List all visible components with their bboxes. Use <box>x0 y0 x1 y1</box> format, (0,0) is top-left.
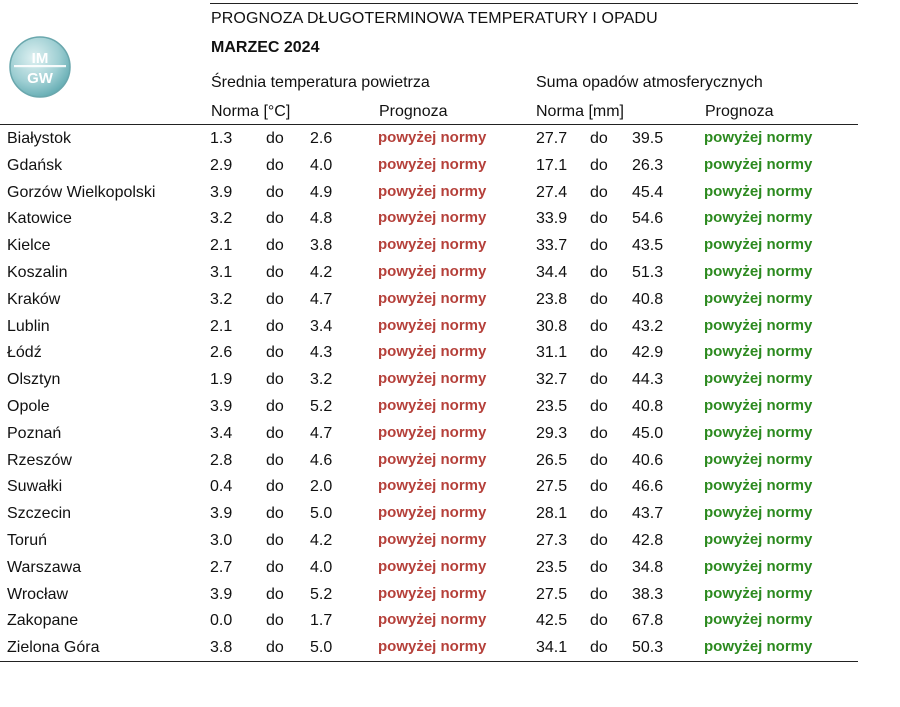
precip-norm-max: 42.9 <box>632 344 664 362</box>
precip-range-separator: do <box>590 585 608 603</box>
precip-forecast: powyżej normy <box>704 611 813 629</box>
precip-forecast: powyżej normy <box>704 370 813 388</box>
temp-forecast: powyżej normy <box>378 155 487 173</box>
city-name: Warszawa <box>7 558 82 576</box>
temp-norm-max: 5.2 <box>310 585 333 603</box>
precip-norm-min: 27.7 <box>536 130 568 147</box>
table-row <box>0 366 860 393</box>
table-row <box>0 527 860 554</box>
precip-norm-max: 38.3 <box>632 585 664 603</box>
precip-norm-max: 43.7 <box>632 505 664 523</box>
temp-norm-min: 1.3 <box>210 130 233 147</box>
precip-range-separator: do <box>590 478 608 496</box>
table-row <box>0 420 860 447</box>
precip-norm-min: 23.8 <box>536 290 568 308</box>
precip-range-separator: do <box>590 398 608 415</box>
precip-norm-min: 42.5 <box>536 612 568 630</box>
bottom-rule <box>0 661 858 662</box>
temp-forecast: powyżej normy <box>378 236 487 254</box>
temp-norm-min: 2.6 <box>210 344 233 362</box>
city-name: Poznań <box>7 424 62 442</box>
temp-norm-max: 3.8 <box>310 237 333 255</box>
page-title: PROGNOZA DŁUGOTERMINOWA TEMPERATURY I OPADU <box>211 10 658 27</box>
precip-norm-max: 40.8 <box>632 290 664 308</box>
temp-norm-min: 1.9 <box>210 371 233 389</box>
temp-range-separator: do <box>266 532 284 549</box>
precip-norm-min: 31.1 <box>536 344 568 362</box>
temp-range-separator: do <box>266 290 284 308</box>
temp-range-separator: do <box>266 371 284 389</box>
precip-range-separator: do <box>590 505 608 523</box>
temp-forecast: powyżej normy <box>378 531 487 548</box>
temp-forecast-header: Prognoza <box>379 103 448 120</box>
precip-norm-max: 43.2 <box>632 317 664 335</box>
precip-norm-max: 45.4 <box>632 183 664 201</box>
precip-range-separator: do <box>590 371 608 389</box>
precip-norm-max: 46.6 <box>632 478 664 496</box>
city-name: Suwałki <box>7 478 63 496</box>
precip-norm-max: 45.0 <box>632 424 664 442</box>
temp-range-separator: do <box>266 585 284 603</box>
precip-forecast-header: Prognoza <box>705 103 774 120</box>
temp-norm-max: 3.4 <box>310 317 333 335</box>
precip-norm-min: 27.5 <box>536 585 568 603</box>
temp-norm-max: 4.2 <box>310 532 333 549</box>
city-name: Białystok <box>7 130 72 147</box>
top-rule <box>210 3 858 4</box>
precip-norm-max: 54.6 <box>632 210 664 228</box>
precip-forecast: powyżej normy <box>704 182 813 200</box>
precip-norm-max: 50.3 <box>632 639 664 657</box>
precip-norm-min: 30.8 <box>536 317 568 335</box>
precip-norm-min: 33.9 <box>536 210 568 228</box>
table-row <box>0 554 860 581</box>
temp-norm-max: 4.6 <box>310 451 333 469</box>
city-name: Toruń <box>7 532 48 549</box>
temp-range-separator: do <box>266 130 284 147</box>
city-name: Kraków <box>7 290 61 308</box>
temp-norm-min: 2.1 <box>210 317 233 335</box>
precip-range-separator: do <box>590 183 608 201</box>
precip-norm-max: 40.6 <box>632 451 664 469</box>
table-row <box>0 634 860 661</box>
temp-norm-min: 2.7 <box>210 558 233 576</box>
precip-norm-max: 51.3 <box>632 264 664 281</box>
precip-range-separator: do <box>590 558 608 576</box>
temp-forecast: powyżej normy <box>378 638 487 656</box>
precip-norm-max: 40.8 <box>632 398 664 415</box>
precip-norm-min: 23.5 <box>536 558 568 576</box>
precip-norm-min: 34.1 <box>536 639 568 657</box>
precip-norm-min: 27.4 <box>536 183 568 201</box>
precip-range-separator: do <box>590 344 608 362</box>
imgw-logo <box>8 35 72 99</box>
temp-range-separator: do <box>266 264 284 281</box>
table-row <box>0 179 860 206</box>
precip-range-separator: do <box>590 639 608 657</box>
city-name: Lublin <box>7 317 50 335</box>
temp-range-separator: do <box>266 451 284 469</box>
precipitation-section-heading: Suma opadów atmosferycznych <box>536 74 763 91</box>
table-row <box>0 152 860 179</box>
temp-forecast: powyżej normy <box>378 611 487 629</box>
precip-norm-min: 27.3 <box>536 532 568 549</box>
temp-norm-min: 3.9 <box>210 585 233 603</box>
table-row <box>0 259 860 286</box>
city-name: Gorzów Wielkopolski <box>7 183 156 201</box>
temp-forecast: powyżej normy <box>378 263 487 280</box>
city-name: Łódź <box>7 344 42 362</box>
table-row <box>0 500 860 527</box>
precip-range-separator: do <box>590 237 608 255</box>
precip-forecast: powyżej normy <box>704 289 813 307</box>
temp-norm-min: 2.9 <box>210 156 233 174</box>
temp-range-separator: do <box>266 505 284 523</box>
temp-range-separator: do <box>266 317 284 335</box>
city-name: Wrocław <box>7 585 69 603</box>
precip-range-separator: do <box>590 210 608 228</box>
table-row <box>0 205 860 232</box>
temp-norm-min: 0.4 <box>210 478 233 496</box>
temp-norm-max: 4.0 <box>310 558 333 576</box>
precip-forecast: powyżej normy <box>704 531 813 548</box>
temp-norm-min: 3.4 <box>210 424 233 442</box>
temp-norm-max: 5.0 <box>310 505 333 523</box>
precip-forecast: powyżej normy <box>704 155 813 173</box>
city-name: Szczecin <box>7 505 72 523</box>
precip-norm-min: 29.3 <box>536 424 568 442</box>
precip-range-separator: do <box>590 424 608 442</box>
precip-range-separator: do <box>590 317 608 335</box>
precip-range-separator: do <box>590 451 608 469</box>
temp-norm-min: 3.9 <box>210 183 233 201</box>
temp-range-separator: do <box>266 210 284 228</box>
temp-range-separator: do <box>266 398 284 415</box>
temp-forecast: powyżej normy <box>378 289 487 307</box>
temp-forecast: powyżej normy <box>378 557 487 575</box>
temp-range-separator: do <box>266 558 284 576</box>
temp-forecast: powyżej normy <box>378 343 487 361</box>
precip-norm-min: 28.1 <box>536 505 568 523</box>
precip-norm-min: 32.7 <box>536 371 568 389</box>
temp-range-separator: do <box>266 344 284 362</box>
precip-range-separator: do <box>590 156 608 174</box>
precip-forecast: powyżej normy <box>704 638 813 656</box>
temp-norm-max: 4.8 <box>310 210 333 228</box>
temp-norm-min: 0.0 <box>210 612 233 630</box>
temp-norm-max: 4.2 <box>310 264 333 281</box>
city-name: Zielona Góra <box>7 639 100 657</box>
precip-forecast: powyżej normy <box>704 423 813 441</box>
temp-range-separator: do <box>266 183 284 201</box>
precip-range-separator: do <box>590 532 608 549</box>
temp-norm-max: 5.0 <box>310 639 333 657</box>
temp-range-separator: do <box>266 156 284 174</box>
temp-norm-min: 2.8 <box>210 451 233 469</box>
temp-norm-max: 2.6 <box>310 130 333 147</box>
temp-forecast: powyżej normy <box>378 397 487 414</box>
temp-norm-max: 4.3 <box>310 344 333 362</box>
precip-forecast: powyżej normy <box>704 209 813 227</box>
temp-forecast: powyżej normy <box>378 316 487 334</box>
precip-forecast: powyżej normy <box>704 477 813 495</box>
city-name: Kielce <box>7 237 51 255</box>
precip-forecast: powyżej normy <box>704 343 813 361</box>
precip-forecast: powyżej normy <box>704 504 813 522</box>
logo-text-top: IM <box>31 50 49 67</box>
temp-norm-min: 3.0 <box>210 532 233 549</box>
city-name: Gdańsk <box>7 156 63 174</box>
temp-forecast: powyżej normy <box>378 584 487 602</box>
temp-norm-min: 3.9 <box>210 505 233 523</box>
precip-range-separator: do <box>590 612 608 630</box>
precip-forecast: powyżej normy <box>704 397 813 414</box>
temp-norm-max: 4.7 <box>310 290 333 308</box>
temp-range-separator: do <box>266 424 284 442</box>
precip-forecast: powyżej normy <box>704 316 813 334</box>
temp-range-separator: do <box>266 639 284 657</box>
precip-forecast: powyżej normy <box>704 236 813 254</box>
temp-range-separator: do <box>266 478 284 496</box>
temp-range-separator: do <box>266 237 284 255</box>
precip-norm-max: 39.5 <box>632 130 664 147</box>
city-name: Koszalin <box>7 264 68 281</box>
precip-norm-min: 17.1 <box>536 156 568 174</box>
temp-norm-max: 2.0 <box>310 478 333 496</box>
precip-norm-min: 26.5 <box>536 451 568 469</box>
temp-forecast: powyżej normy <box>378 209 487 227</box>
city-name: Rzeszów <box>7 451 72 469</box>
precip-forecast: powyżej normy <box>704 450 813 468</box>
table-row <box>0 125 860 152</box>
temp-norm-min: 2.1 <box>210 237 233 255</box>
city-name: Katowice <box>7 210 72 228</box>
temp-norm-max: 4.7 <box>310 424 333 442</box>
temp-norm-max: 4.9 <box>310 183 333 201</box>
temp-forecast: powyżej normy <box>378 370 487 388</box>
city-name: Olsztyn <box>7 371 61 389</box>
precip-norm-min: 34.4 <box>536 264 568 281</box>
precip-norm-max: 34.8 <box>632 558 664 576</box>
temp-norm-max: 4.0 <box>310 156 333 174</box>
precip-forecast: powyżej normy <box>704 584 813 602</box>
table-row <box>0 581 860 608</box>
temp-norm-max: 5.2 <box>310 398 333 415</box>
page-subtitle: MARZEC 2024 <box>211 39 320 56</box>
temp-forecast: powyżej normy <box>378 504 487 522</box>
table-row <box>0 447 860 474</box>
precip-norm-header: Norma [mm] <box>536 103 624 120</box>
temp-norm-min: 3.2 <box>210 290 233 308</box>
precip-forecast: powyżej normy <box>704 263 813 280</box>
temp-forecast: powyżej normy <box>378 450 487 468</box>
precip-norm-max: 67.8 <box>632 612 664 630</box>
temp-forecast: powyżej normy <box>378 129 487 146</box>
temp-forecast: powyżej normy <box>378 477 487 495</box>
temp-norm-min: 3.8 <box>210 639 233 657</box>
temp-norm-header: Norma [°C] <box>211 103 291 120</box>
temp-range-separator: do <box>266 612 284 630</box>
precip-forecast: powyżej normy <box>704 129 813 146</box>
table-row <box>0 607 860 634</box>
temp-forecast: powyżej normy <box>378 182 487 200</box>
table-row <box>0 473 860 500</box>
temp-forecast: powyżej normy <box>378 423 487 441</box>
table-row <box>0 313 860 340</box>
table-row <box>0 232 860 259</box>
table-row <box>0 339 860 366</box>
precip-norm-max: 26.3 <box>632 156 664 174</box>
logo-text-bottom: GW <box>27 70 53 87</box>
precip-norm-max: 42.8 <box>632 532 664 549</box>
temp-norm-max: 1.7 <box>310 612 333 630</box>
temperature-section-heading: Średnia temperatura powietrza <box>211 74 430 91</box>
precip-norm-min: 23.5 <box>536 398 568 415</box>
temp-norm-min: 3.9 <box>210 398 233 415</box>
precip-norm-min: 33.7 <box>536 237 568 255</box>
temp-norm-max: 3.2 <box>310 371 333 389</box>
table-row <box>0 393 860 420</box>
precip-norm-max: 43.5 <box>632 237 664 255</box>
table-row <box>0 286 860 313</box>
precip-norm-max: 44.3 <box>632 371 664 389</box>
precip-range-separator: do <box>590 290 608 308</box>
temp-norm-min: 3.2 <box>210 210 233 228</box>
city-name: Zakopane <box>7 612 79 630</box>
city-name: Opole <box>7 398 50 415</box>
precip-range-separator: do <box>590 130 608 147</box>
precip-norm-min: 27.5 <box>536 478 568 496</box>
temp-norm-min: 3.1 <box>210 264 233 281</box>
precip-range-separator: do <box>590 264 608 281</box>
precip-forecast: powyżej normy <box>704 557 813 575</box>
